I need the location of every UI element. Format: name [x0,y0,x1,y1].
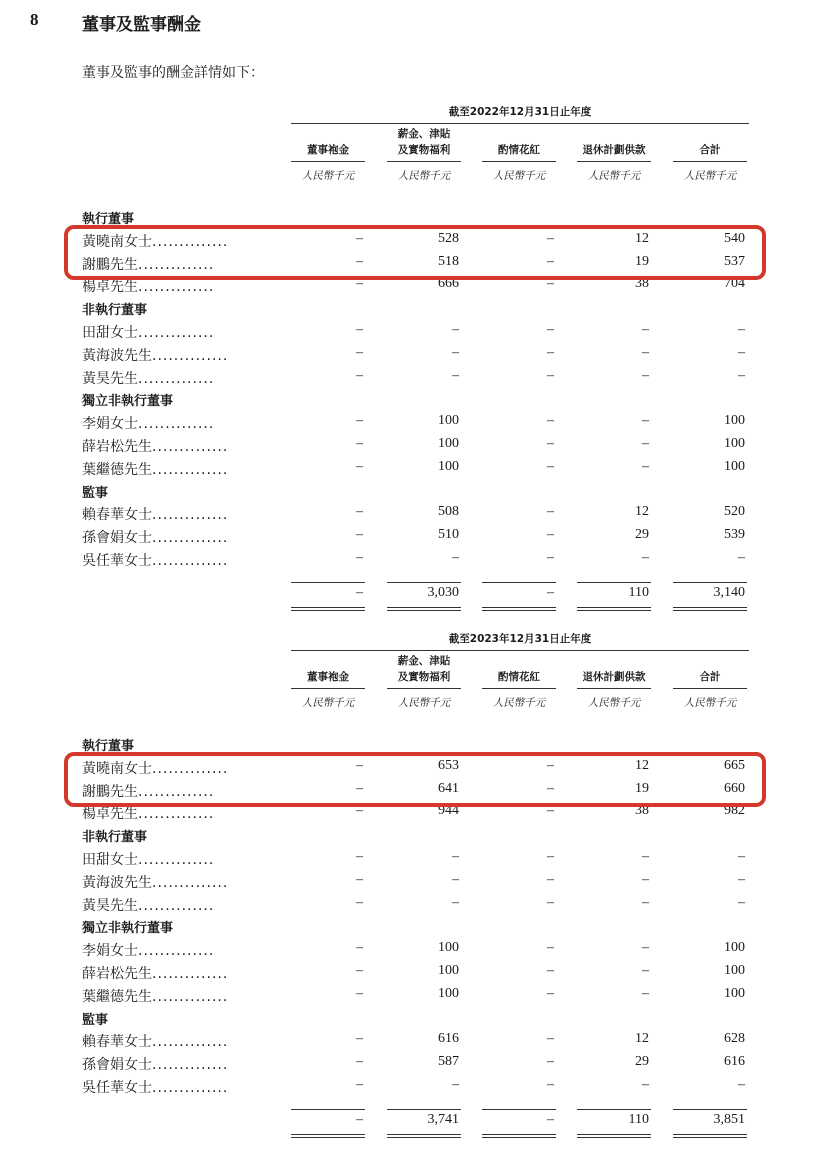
remuneration-cell: – [642,322,649,337]
total-double-rule-top [387,607,461,608]
director-name [82,872,267,892]
director-name-text: 孫會娟女士 [82,530,152,547]
column-header-rule [387,161,461,162]
total-cell: 3,741 [427,1111,459,1127]
director-name [82,459,267,479]
total-double-rule-top [482,1134,556,1135]
total-double-rule-top [291,607,365,608]
column-header-rule [482,161,556,162]
remuneration-cell: 12 [635,1031,649,1047]
director-name-text: 黃曉南女士 [82,760,152,777]
total-cell: 110 [628,584,649,600]
director-name-text: 楊卓先生 [82,806,138,823]
column-unit: 人民幣千元 [492,170,546,182]
remuneration-cell: – [547,894,554,910]
remuneration-cell: 38 [635,276,649,292]
remuneration-cell: 12 [635,504,649,520]
column-header-line2: 董事袍金 [307,671,349,683]
remuneration-cell: – [547,344,554,360]
column-header-line1 [482,126,556,142]
remuneration-cell: – [738,344,745,360]
director-name-text: 吳任華女士 [82,553,152,569]
remuneration-cell: 537 [724,253,745,269]
remuneration-cell: – [356,458,363,474]
remuneration-cell: – [356,253,363,269]
total-double-rule-bottom [577,610,651,611]
remuneration-cell: – [738,550,745,565]
remuneration-cell: 520 [724,504,745,520]
remuneration-cell: 628 [724,1031,745,1047]
category-heading: 執行董事 [82,739,135,754]
director-name [82,1054,267,1074]
remuneration-cell: – [642,550,649,565]
column-header-line2: 退休計劃供款 [582,144,646,156]
director-name-text: 黃海波先生 [82,874,152,891]
remuneration-cell: 641 [438,780,459,796]
subtotal-rule [577,582,651,583]
remuneration-cell: 19 [635,253,649,269]
director-name-text: 黃曉南女士 [82,233,152,250]
total-cell: 110 [628,1111,649,1127]
column-header-line2: 酌情花紅 [498,144,540,156]
remuneration-cell: 12 [635,230,649,246]
column-header-rule [387,688,461,689]
total-double-rule-top [291,1134,365,1135]
director-name-text: 薛岩松先生 [82,439,152,455]
total-double-rule-bottom [673,1137,747,1138]
director-name [82,504,267,524]
remuneration-cell: – [356,940,363,956]
remuneration-cell: – [356,1054,363,1070]
subtotal-rule [673,1109,747,1110]
column-header-line1: 薪金、津貼 [397,655,451,667]
director-name [82,550,267,570]
remuneration-cell: – [452,344,459,360]
remuneration-cell: – [356,1031,363,1047]
total-cell: 3,140 [713,584,745,600]
leader-dots: .............. [152,966,229,982]
remuneration-cell: – [547,458,554,474]
subtotal-rule [577,1109,651,1110]
remuneration-cell: – [642,367,649,383]
period-rule [291,650,749,651]
period-rule [291,123,749,124]
leader-dots: .............. [152,530,229,547]
leader-dots: .............. [152,439,229,455]
table-period-header: 截至2022年12月31日止年度 [448,106,592,118]
column-header [387,126,461,160]
column-header [577,126,651,160]
column-header-rule [673,688,747,689]
column-header [482,126,556,160]
remuneration-cell: 100 [438,436,459,451]
column-unit: 人民幣千元 [683,697,737,709]
director-name-text: 李娟女士 [82,416,138,433]
remuneration-cell: – [547,803,554,819]
total-double-rule-bottom [387,610,461,611]
subtotal-rule [482,582,556,583]
category-heading: 獨立非執行董事 [82,394,174,410]
remuneration-cell: – [452,1077,459,1092]
column-header-line2: 合計 [699,144,721,156]
remuneration-cell: – [547,367,554,383]
total-cell: 3,030 [427,584,459,600]
remuneration-cell: 100 [438,985,459,1001]
remuneration-cell: 653 [438,757,459,773]
remuneration-cell: – [738,849,745,864]
remuneration-cell: 100 [724,413,745,429]
remuneration-cell: – [452,550,459,565]
remuneration-cell: – [547,276,554,292]
remuneration-cell: – [547,1077,554,1092]
column-unit: 人民幣千元 [683,170,737,182]
total-double-rule-bottom [482,610,556,611]
director-name-text: 黃海波先生 [82,347,152,364]
remuneration-cell: – [356,344,363,360]
leader-dots: .............. [138,852,215,868]
column-header-line2: 董事袍金 [307,144,349,156]
remuneration-cell: – [356,894,363,910]
leader-dots: .............. [138,416,215,433]
remuneration-cell: 100 [724,985,745,1001]
director-name-text: 賴春華女士 [82,507,152,524]
column-header [291,126,365,160]
leader-dots: .............. [152,347,229,364]
remuneration-cell: – [356,436,363,451]
remuneration-cell: – [452,849,459,864]
remuneration-cell: 19 [635,780,649,796]
remuneration-cell: – [356,322,363,337]
director-name-text: 田甜女士 [82,325,138,341]
leader-dots: .............. [138,325,215,341]
column-header-rule [291,161,365,162]
remuneration-cell: – [452,322,459,337]
remuneration-cell: – [452,894,459,910]
remuneration-cell: – [642,963,649,978]
leader-dots: .............. [152,988,229,1005]
column-header-line2: 退休計劃供款 [582,671,646,683]
remuneration-cell: – [356,230,363,246]
remuneration-cell: 666 [438,276,459,292]
remuneration-cell: – [356,963,363,978]
director-name-text: 孫會娟女士 [82,1057,152,1074]
remuneration-cell: – [642,871,649,887]
column-unit: 人民幣千元 [587,170,641,182]
column-unit: 人民幣千元 [397,170,451,182]
director-name [82,345,267,365]
remuneration-cell: – [642,940,649,956]
remuneration-cell: – [738,894,745,910]
total-cell: – [356,1111,363,1127]
remuneration-cell: – [356,1077,363,1092]
column-header-line1 [673,126,747,142]
director-name-text: 葉繼德先生 [82,988,152,1005]
remuneration-cell: – [356,367,363,383]
remuneration-cell: – [547,963,554,978]
total-double-rule-top [577,607,651,608]
director-name [82,413,267,433]
director-name-text: 謝鵬先生 [82,256,138,273]
highlight-box [64,752,766,808]
column-unit: 人民幣千元 [587,697,641,709]
remuneration-cell: – [738,1077,745,1092]
column-header-rule [482,688,556,689]
director-name-text: 薛岩松先生 [82,966,152,982]
remuneration-cell: – [547,757,554,773]
remuneration-cell: 665 [724,757,745,773]
remuneration-cell: 518 [438,253,459,269]
column-header [387,653,461,687]
director-name [82,1077,267,1097]
total-double-rule-top [482,607,556,608]
table-period-header: 截至2023年12月31日止年度 [448,633,592,645]
remuneration-cell: 100 [438,940,459,956]
column-header-line1 [577,653,651,669]
remuneration-cell: – [642,413,649,429]
remuneration-cell: – [547,1031,554,1047]
director-name [82,1031,267,1051]
remuneration-cell: 100 [724,963,745,978]
total-double-rule-bottom [673,610,747,611]
remuneration-cell: 29 [635,527,649,543]
total-double-rule-bottom [387,1137,461,1138]
director-name [82,986,267,1006]
remuneration-cell: 100 [438,963,459,978]
director-name [82,322,267,342]
category-heading: 獨立非執行董事 [82,921,174,937]
total-double-rule-top [673,607,747,608]
remuneration-cell: – [356,276,363,292]
column-unit: 人民幣千元 [301,170,355,182]
remuneration-cell: – [547,230,554,246]
column-header-line1 [291,126,365,142]
subtotal-rule [291,582,365,583]
remuneration-cell: – [356,527,363,543]
category-heading: 監事 [82,1012,109,1028]
remuneration-cell: 616 [724,1054,745,1070]
director-name-text: 李娟女士 [82,943,138,960]
total-cell: 3,851 [713,1111,745,1127]
director-name-text: 葉繼德先生 [82,461,152,478]
remuneration-cell: 616 [438,1031,459,1047]
remuneration-cell: – [547,436,554,451]
remuneration-cell: 944 [438,803,459,819]
column-header-line1 [673,653,747,669]
director-name [82,895,267,915]
remuneration-cell: 539 [724,527,745,543]
leader-dots: .............. [152,233,229,250]
remuneration-cell: – [452,367,459,383]
column-header-line1 [482,653,556,669]
subtotal-rule [387,1109,461,1110]
remuneration-cell: – [356,504,363,520]
column-header-rule [673,161,747,162]
director-name [82,940,267,960]
director-name [82,527,267,547]
remuneration-cell: – [452,871,459,887]
remuneration-cell: – [642,458,649,474]
remuneration-cell: 100 [724,940,745,956]
column-unit: 人民幣千元 [492,697,546,709]
column-header-line1 [577,126,651,142]
column-header [673,126,747,160]
column-header [673,653,747,687]
remuneration-cell: – [642,1077,649,1092]
column-unit: 人民幣千元 [397,697,451,709]
remuneration-cell: – [547,504,554,520]
column-header-rule [291,688,365,689]
remuneration-cell: 100 [724,458,745,474]
remuneration-cell: – [547,940,554,956]
column-header-line2: 及實物福利 [397,144,451,156]
director-name-text: 黃昊先生 [82,897,138,914]
director-name-text: 田甜女士 [82,852,138,868]
remuneration-cell: – [547,413,554,429]
remuneration-cell: – [738,322,745,337]
remuneration-cell: – [356,780,363,796]
director-name-text: 黃昊先生 [82,370,138,387]
remuneration-cell: – [356,413,363,429]
remuneration-cell: – [547,1054,554,1070]
column-header-rule [577,688,651,689]
total-double-rule-top [673,1134,747,1135]
total-double-rule-bottom [577,1137,651,1138]
leader-dots: .............. [138,806,215,823]
director-name-text: 謝鵬先生 [82,783,138,800]
remuneration-cell: 12 [635,757,649,773]
director-name [82,963,267,983]
remuneration-cell: 100 [724,436,745,451]
leader-dots: .............. [152,507,229,524]
total-double-rule-bottom [291,610,365,611]
remuneration-cell: 38 [635,803,649,819]
director-name-text: 吳任華女士 [82,1080,152,1096]
category-heading: 監事 [82,485,109,501]
remuneration-cell: 540 [724,230,745,246]
column-header-line2: 合計 [699,671,721,683]
remuneration-cell: – [356,985,363,1001]
remuneration-cell: 660 [724,780,745,796]
remuneration-cell: – [547,253,554,269]
remuneration-cell: – [547,871,554,887]
column-header-line2: 酌情花紅 [498,671,540,683]
subtotal-rule [387,582,461,583]
subtotal-rule [291,1109,365,1110]
column-header [577,653,651,687]
remuneration-cell: 100 [438,458,459,474]
column-unit: 人民幣千元 [301,697,355,709]
remuneration-cell: – [642,985,649,1001]
category-heading: 非執行董事 [82,303,148,319]
remuneration-cell: – [642,344,649,360]
director-name [82,849,267,869]
leader-dots: .............. [138,370,215,387]
total-double-rule-bottom [482,1137,556,1138]
intro-text: 董事及監事的酬金詳情如下： [82,65,264,81]
total-cell: – [356,584,363,600]
leader-dots: .............. [152,760,229,777]
leader-dots: .............. [138,897,215,914]
remuneration-cell: 510 [438,527,459,543]
remuneration-cell: – [738,367,745,383]
highlight-box [64,225,766,281]
remuneration-cell: 508 [438,504,459,520]
leader-dots: .............. [138,279,215,296]
remuneration-cell: – [642,436,649,451]
remuneration-cell: 587 [438,1054,459,1070]
category-heading: 執行董事 [82,212,135,227]
remuneration-cell: – [547,985,554,1001]
leader-dots: .............. [138,256,215,273]
column-header [482,653,556,687]
remuneration-cell: – [547,550,554,565]
remuneration-cell: – [356,871,363,887]
director-name [82,368,267,388]
column-header [291,653,365,687]
remuneration-cell: – [356,803,363,819]
leader-dots: .............. [152,553,229,569]
remuneration-cell: 982 [724,803,745,819]
subtotal-rule [482,1109,556,1110]
remuneration-cell: – [738,871,745,887]
column-header-rule [577,161,651,162]
section-number: 8 [30,10,39,29]
leader-dots: .............. [138,943,215,960]
remuneration-cell: – [642,894,649,910]
remuneration-cell: – [547,527,554,543]
subtotal-rule [673,582,747,583]
column-header-line2: 及實物福利 [397,671,451,683]
remuneration-cell: – [547,849,554,864]
total-cell: – [547,1111,554,1127]
leader-dots: .............. [152,1034,229,1051]
remuneration-cell: – [356,550,363,565]
remuneration-cell: – [547,322,554,337]
leader-dots: .............. [152,874,229,891]
remuneration-cell: – [642,849,649,864]
remuneration-cell: 704 [724,276,745,292]
remuneration-cell: – [547,780,554,796]
leader-dots: .............. [152,1080,229,1096]
category-heading: 非執行董事 [82,830,148,846]
leader-dots: .............. [152,461,229,478]
column-header-line1: 薪金、津貼 [397,128,451,140]
total-cell: – [547,584,554,600]
leader-dots: .............. [138,783,215,800]
remuneration-cell: – [356,849,363,864]
column-header-line1 [291,653,365,669]
director-name-text: 楊卓先生 [82,279,138,296]
remuneration-cell: 528 [438,230,459,246]
section-title: 董事及監事酬金 [82,15,201,35]
total-double-rule-top [387,1134,461,1135]
remuneration-cell: 29 [635,1054,649,1070]
remuneration-cell: 100 [438,413,459,429]
total-double-rule-top [577,1134,651,1135]
remuneration-cell: – [356,757,363,773]
leader-dots: .............. [152,1057,229,1074]
director-name-text: 賴春華女士 [82,1034,152,1051]
total-double-rule-bottom [291,1137,365,1138]
director-name [82,436,267,456]
